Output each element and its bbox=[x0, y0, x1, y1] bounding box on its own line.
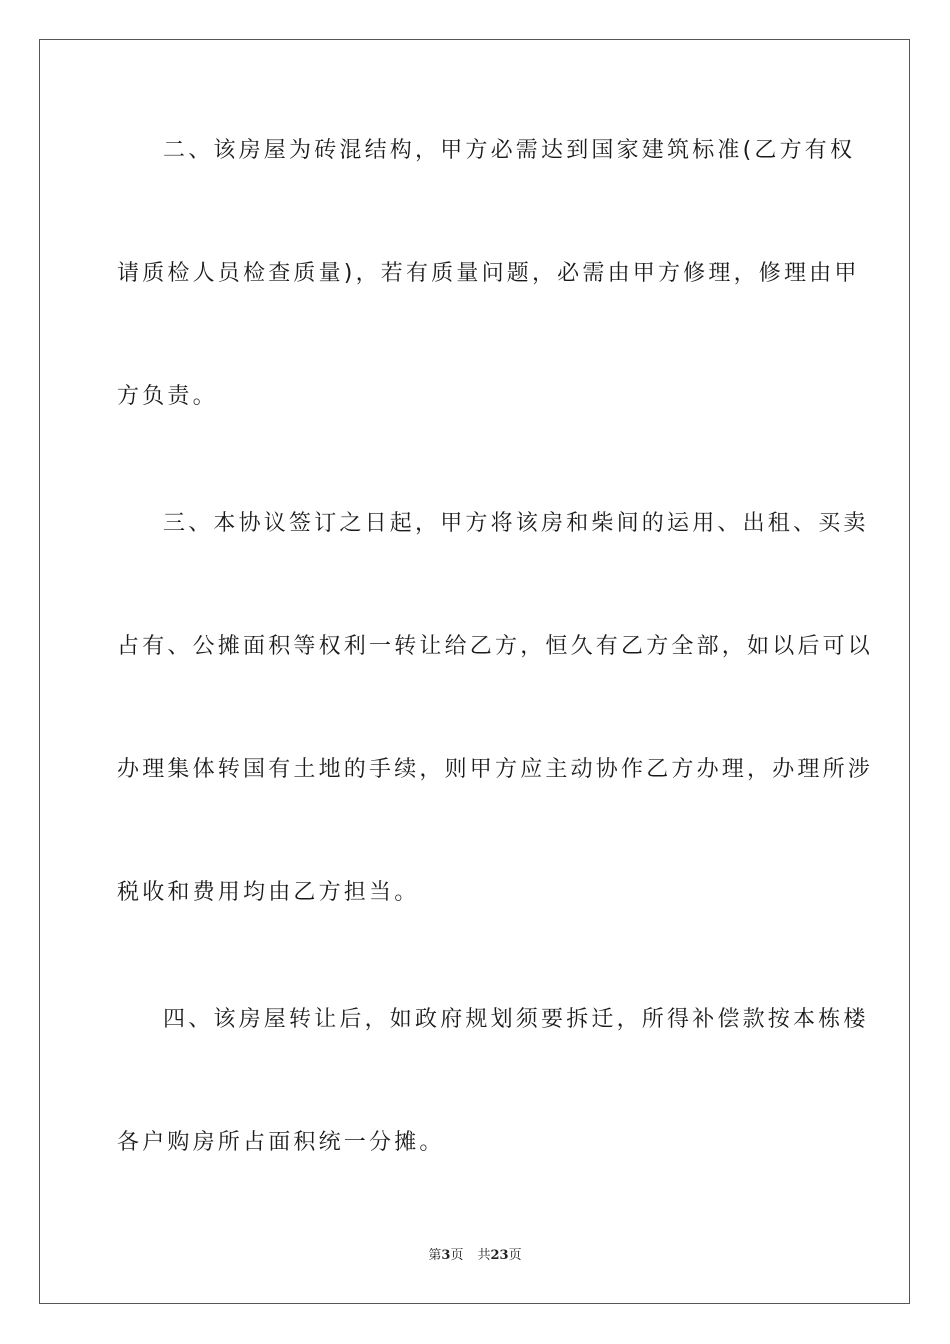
paragraph-2-line-1: 二、该房屋为砖混结构，甲方必需达到国家建筑标准(乙方有权 bbox=[163, 138, 856, 163]
paragraph-4-line-2: 各户购房所占面积统一分摊。 bbox=[117, 1130, 445, 1155]
total-pages: 23 bbox=[490, 1248, 509, 1263]
paragraph-2-line-3: 方负责。 bbox=[117, 384, 218, 409]
page-border bbox=[39, 39, 910, 1304]
page-number: 3 bbox=[441, 1248, 451, 1263]
paragraph-2-line-2: 请质检人员检查质量)，若有质量问题，必需由甲方修理，修理由甲 bbox=[117, 261, 860, 286]
total-label-suffix: 页 bbox=[508, 1248, 522, 1263]
page-label-suffix: 页 bbox=[450, 1248, 464, 1263]
paragraph-4-line-1: 四、该房屋转让后，如政府规划须要拆迁，所得补偿款按本栋楼 bbox=[163, 1007, 869, 1032]
page-label-prefix: 第 bbox=[428, 1248, 442, 1263]
page-footer bbox=[0, 1246, 950, 1266]
total-label-prefix: 共 bbox=[477, 1248, 491, 1263]
paragraph-3-line-3: 办理集体转国有土地的手续，则甲方应主动协作乙方办理，办理所涉 bbox=[117, 757, 874, 782]
paragraph-3-line-4: 税收和费用均由乙方担当。 bbox=[117, 880, 420, 905]
paragraph-3-line-1: 三、本协议签订之日起，甲方将该房和柴间的运用、出租、买卖 bbox=[163, 511, 869, 536]
paragraph-3-line-2: 占有、公摊面积等权利一转让给乙方，恒久有乙方全部，如以后可以 bbox=[117, 634, 874, 659]
